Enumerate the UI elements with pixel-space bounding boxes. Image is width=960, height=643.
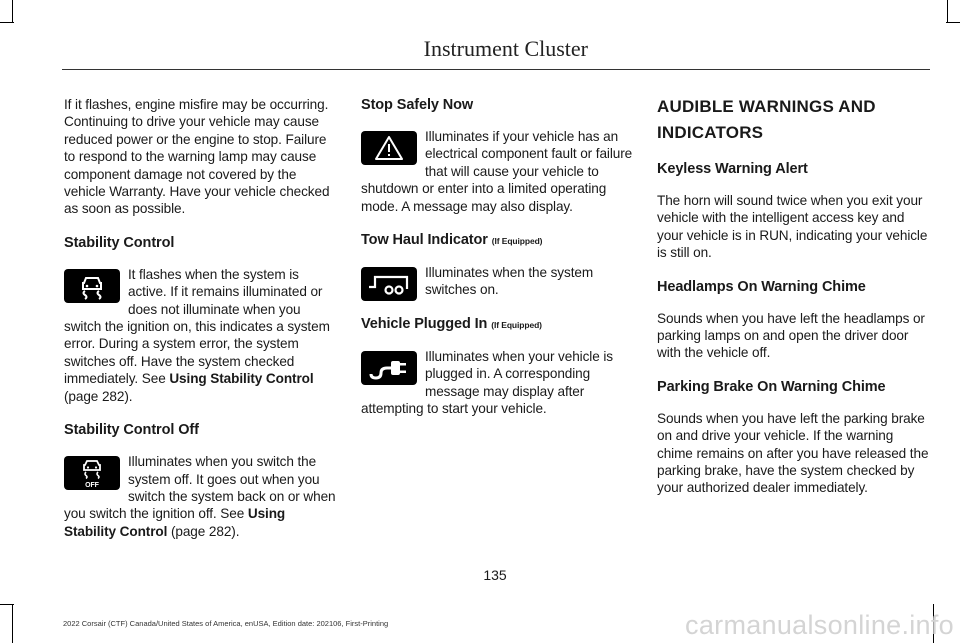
stability-control-off-heading: Stability Control Off (64, 422, 199, 439)
vehicle-plugged-equipped: (If Equipped) (491, 319, 542, 330)
crop-mark (947, 0, 948, 22)
plug-icon (361, 351, 417, 385)
tow-haul-title: Tow Haul Indicator (361, 232, 488, 249)
stability-control-icon (64, 269, 120, 303)
stability-control-text: It flashes when the system is active. If it remains illuminated or does not illuminate when you switch the ignition on, this indicates a system error. During a system error, the system switches off. Have the system checked immediately. See (64, 266, 330, 387)
stability-control-off-link[interactable]: Using Stability Control (64, 506, 286, 539)
tow-haul-icon (361, 267, 417, 301)
crop-mark (0, 604, 14, 605)
stability-control-off-block (64, 453, 336, 540)
crop-mark (0, 22, 14, 23)
stop-safely-block (361, 128, 633, 215)
keyless-warning-heading: Keyless Warning Alert (657, 161, 808, 177)
tow-haul-block (361, 264, 633, 315)
keyless-warning-text: The horn will sound twice when you exit your vehicle with the intelligent access key and your vehicle is in RUN, indicating your vehicle is still on. (657, 193, 928, 261)
stability-control-link[interactable]: Using Stability Control (169, 371, 314, 387)
watermark: carmanualsonline.info (685, 610, 954, 640)
stability-control-off-icon (64, 456, 120, 490)
audible-warnings-heading: AUDIBLE WARNINGS AND INDICATORS (657, 97, 876, 142)
tow-haul-text: Illuminates when the system switches on. (425, 265, 594, 298)
stop-safely-text: Illuminates if your vehicle has an electrical component fault or failure that will cause your vehicle to shutdown or enter into a limited operating mode. A message may also display. (361, 129, 633, 214)
stability-control-block (64, 266, 336, 405)
stability-control-page-ref: (page 282). (64, 388, 133, 404)
column-1 (64, 96, 336, 556)
column-2 (361, 96, 633, 433)
page-title: Instrument Cluster (423, 36, 588, 61)
vehicle-plugged-title: Vehicle Plugged In (361, 315, 488, 332)
crop-mark (12, 604, 13, 643)
crop-mark (12, 0, 13, 22)
vehicle-plugged-block (361, 348, 633, 418)
header-divider (62, 69, 930, 70)
stability-control-off-page-ref: (page 282). (167, 523, 240, 539)
stability-control-off-text: Illuminates when you switch the system off. It goes out when you switch the system back on or when you switch the ignition off. See (64, 454, 336, 522)
tow-haul-equipped: (If Equipped) (491, 236, 543, 247)
tow-haul-heading (361, 231, 633, 250)
vehicle-plugged-heading (361, 315, 633, 334)
column-3 (657, 94, 929, 513)
page-number: 135 (483, 567, 507, 583)
warning-triangle-icon (361, 131, 417, 165)
headlamps-chime-heading: Headlamps On Warning Chime (657, 278, 866, 295)
headlamps-chime-text: Sounds when you have left the headlamps or parking lamps on and open the driver door with the vehicle off. (657, 310, 925, 361)
off-label: OFF (85, 482, 99, 490)
crop-mark (946, 22, 960, 23)
parking-brake-chime-text: Sounds when you have left the parking brake on and drive your vehicle. If the warning chime remains on after you have released the parking brake, have the system checked by your authorized dealer immediately. (657, 410, 929, 496)
stability-control-heading: Stability Control (64, 234, 175, 251)
footer-text: 2022 Corsair (CTF) Canada/United States of America, enUSA, Edition date: 202106, First-Printing (63, 619, 389, 628)
stop-safely-heading: Stop Safely Now (361, 97, 474, 113)
vehicle-plugged-text: Illuminates when your vehicle is plugged in. A corresponding message may display after attempting to start your vehicle. (361, 348, 613, 417)
intro-paragraph: If it flashes, engine misfire may be occurring. Continuing to drive your vehicle may cause reduced power or the engine to stop. Failure to respond to the warning lamp may cause component damage not covered by the vehicle Warranty. Have your vehicle checked as soon as possible. (64, 97, 330, 217)
parking-brake-chime-heading: Parking Brake On Warning Chime (657, 378, 886, 395)
